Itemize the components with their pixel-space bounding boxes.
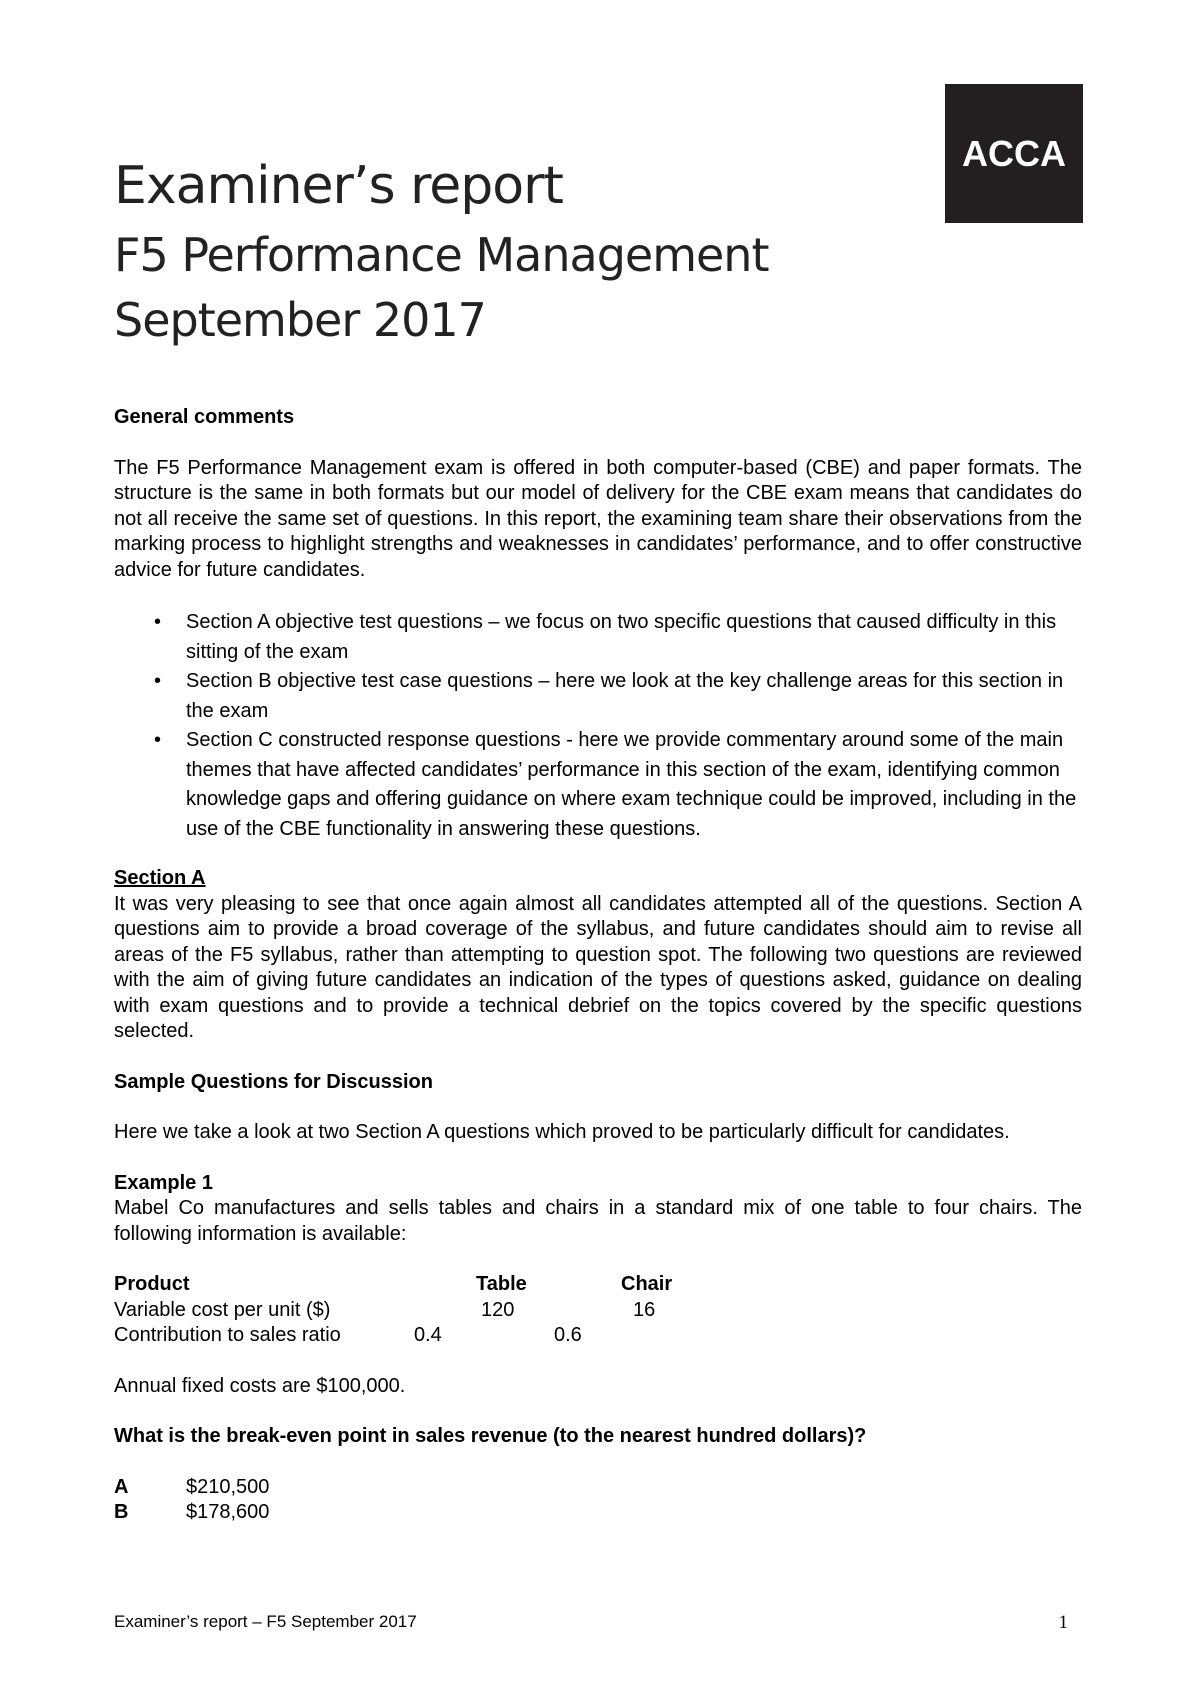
list-item: • Section C constructed response questions - here we provide commentary around some of the main themes that have affected candidates’ performance in this section of the exam, identifying common knowledge gaps and offering guidance on where exam technique could be improved, including in the use of the CBE functionality in answering these questions. [114, 726, 1082, 844]
title-block [114, 156, 769, 347]
table-header-cell: Table [476, 1273, 527, 1295]
table-row [114, 1298, 672, 1324]
table-cell: 120 [481, 1298, 515, 1321]
answer-option [114, 1500, 1082, 1526]
section-a-heading: Section A [114, 867, 206, 889]
example-1-heading: Example 1 [114, 1171, 213, 1194]
table-row [114, 1323, 672, 1349]
page-number: 1 [1058, 1612, 1068, 1633]
general-comments-heading: General comments [114, 406, 295, 428]
table-header-cell: Chair [621, 1273, 673, 1295]
report-date: September 2017 [114, 293, 486, 347]
bullet-icon: • [154, 729, 162, 751]
option-value: $210,500 [186, 1475, 270, 1498]
option-value: $178,600 [186, 1501, 270, 1523]
logo-text: ACCA [962, 132, 1066, 174]
example-1-paragraph: Mabel Co manufactures and sells tables and chairs in a standard mix of one table to four chairs. The following information is available: [114, 1197, 1082, 1245]
bullet-icon: • [154, 670, 162, 692]
sample-questions-heading: Sample Questions for Discussion [114, 1070, 433, 1093]
bullet-icon: • [154, 611, 162, 633]
table-cell: Contribution to sales ratio 0.4 0.6 [114, 1324, 582, 1346]
product-table [114, 1272, 672, 1349]
table-cell: Variable cost per unit ($) [114, 1298, 331, 1321]
report-content [114, 405, 1082, 1526]
option-label: A [114, 1475, 129, 1498]
section-a-paragraph: It was very pleasing to see that once again almost all candidates attempted all of the questions. Section A questions aim to provide a broad coverage of the syllabus, and future candidates should aim to revise all areas of the F5 syllabus, rather than attempting to question spot. The following two questions are reviewed with the aim of giving future candidates an indication of the types of questions asked, guidance on dealing with exam questions and to provide a technical debrief on the topics covered by the specific questions selected. [114, 892, 1082, 1042]
option-label: B [114, 1501, 129, 1523]
footer-text: Examiner’s report – F5 September 2017 [114, 1612, 417, 1631]
answer-option [114, 1475, 1082, 1501]
table-header-cell: Product [114, 1273, 190, 1295]
list-item: • Section B objective test case questions – here we look at the key challenge areas for this section in the exam [114, 667, 1082, 726]
fixed-costs-text: Annual fixed costs are $100,000. [114, 1374, 406, 1397]
general-comments-paragraph: The F5 Performance Management exam is offered in both computer-based (CBE) and paper formats. The structure is the same in both formats but our model of delivery for the CBE exam means that candidates do not all receive the same set of questions. In this report, the examining team share their observations from the marking process to highlight strengths and weaknesses in candidates’ performance, and to offer constructive advice for future candidates. [114, 456, 1082, 581]
page-footer [114, 1612, 1068, 1634]
example-1-question: What is the break-even point in sales revenue (to the nearest hundred dollars)? [114, 1425, 867, 1447]
report-title: Examiner’s report [114, 156, 563, 216]
sample-questions-paragraph: Here we take a look at two Section A questions which proved to be particularly difficult for candidates. [114, 1121, 1010, 1143]
acca-logo [945, 84, 1083, 223]
report-subject: F5 Performance Management [114, 228, 769, 282]
sections-list [114, 608, 1082, 844]
table-row [114, 1272, 672, 1298]
list-item: • Section A objective test questions – we focus on two specific questions that caused difficulty in this sitting of the exam [114, 608, 1082, 667]
table-cell: 16 [633, 1298, 656, 1321]
